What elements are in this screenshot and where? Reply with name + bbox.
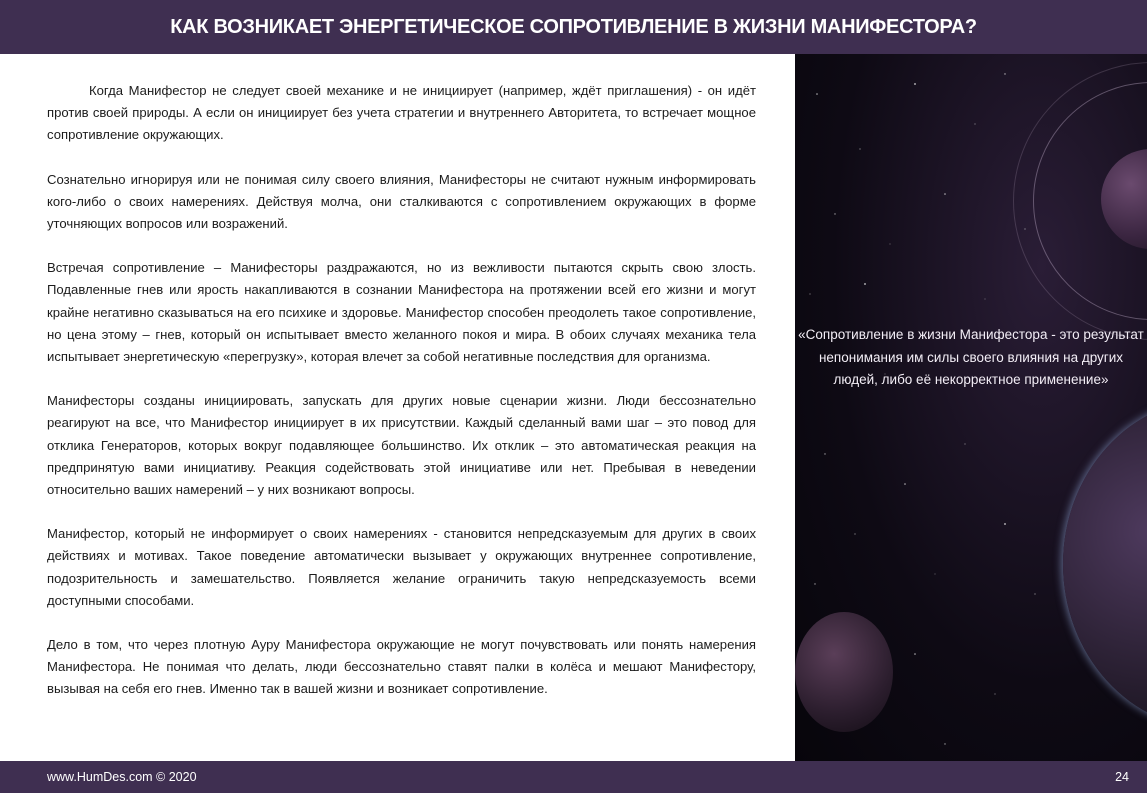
footer-copyright: www.HumDes.com © 2020 bbox=[47, 770, 197, 784]
paragraph-3: Встречая сопротивление – Манифесторы раздражаются, но из вежливости пытаются скрыть свою злость. Подавленные гнев или ярость накапливаются в сознании Манифестора на протяжении всей его жизни и могут крайне негативно сказываться на его психике и здоровье. Манифестор способен преодолеть такое сопротивление, но цена этому – гнев, который он испытывает вместо желанного покоя и мира. В обоих случаях механика тела испытывает энергетическую «перегрузку», которая влечет за собой негативные последствия для организма. bbox=[47, 260, 756, 365]
header-bar bbox=[0, 0, 1147, 54]
page-title: КАК ВОЗНИКАЕТ ЭНЕРГЕТИЧЕСКОЕ СОПРОТИВЛЕНИЕ В ЖИЗНИ МАНИФЕСТОРА? bbox=[170, 15, 977, 38]
article-body bbox=[47, 80, 756, 723]
paragraph-4: Манифесторы созданы инициировать, запускать для других новые сценарии жизни. Люди бессознательно реагируют на все, что Манифестор инициирует в их присутствии. Каждый сделанный вами шаг – это повод для отклика Генераторов, которых вокруг подавляющее большинство. Их отклик – это автоматическая реакция на предпринятую вами инициативу. Реакция содействовать этой инициативе или нет. Пребывая в неведении относительно ваших намерений – у них возникают вопросы. bbox=[47, 393, 756, 498]
pull-quote: «Сопротивление в жизни Манифестора - это результат непонимания им силы своего влияния на других людей, либо её некорректное применение» bbox=[798, 327, 1144, 387]
page-number: 24 bbox=[1115, 770, 1129, 784]
paragraph-1: Когда Манифестор не следует своей механике и не инициирует (например, ждёт приглашения) - он идёт против своей природы. А если он инициирует без учета стратегии и внутреннего Авторитета, то встречает мощное сопротивление окружающих. bbox=[47, 83, 756, 143]
paragraph-5: Манифестор, который не информирует о своих намерениях - становится непредсказуемым для других в своих действиях и мотивах. Такое поведение автоматически вызывает у окружающих внутреннее сопротивление, подозрительность и замешательство. Появляется желание ограничить такую непредсказуемость всеми доступными способами. bbox=[47, 526, 756, 608]
paragraph-2: Сознательно игнорируя или не понимая силу своего влияния, Манифесторы не считают нужным информировать кого-либо о своих намерениях. Действуя молча, они сталкиваются с сопротивлением окружающих в форме уточняющих вопросов или возражений. bbox=[47, 171, 756, 232]
paragraph-6: Дело в том, что через плотную Ауру Манифестора окружающие не могут почувствовать или понять намерения Манифестора. Не понимая что делать, люди бессознательно ставят палки в колёса и мешают Манифестору, вызывая на себя его гнев. Именно так в вашей жизни и возникает сопротивление. bbox=[47, 637, 756, 697]
small-planet bbox=[795, 612, 893, 732]
space-image-panel bbox=[795, 54, 1147, 761]
footer-bar bbox=[0, 761, 1147, 793]
